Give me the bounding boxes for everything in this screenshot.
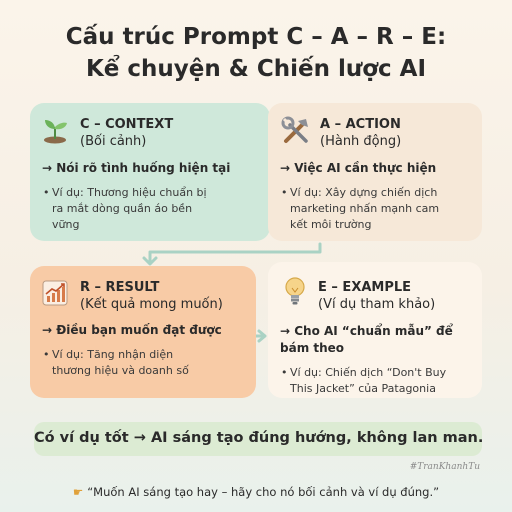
bullet-dot: • [281, 186, 288, 199]
action-example-line: marketing nhấn mạnh cam [290, 202, 440, 215]
action-point: → Việc AI cần thực hiện [280, 161, 437, 175]
context-example-line: Ví dụ: Thương hiệu chuẩn bị [52, 186, 207, 199]
page-title-line-1: Cấu trúc Prompt C – A – R – E: [65, 24, 447, 50]
action-example-line: Ví dụ: Xây dựng chiến dịch [290, 186, 438, 199]
result-title: R – RESULT [80, 280, 160, 295]
result-example-line: Ví dụ: Tăng nhận diện [52, 348, 174, 361]
bullet-dot: • [281, 366, 288, 379]
example-point-line: bám theo [280, 341, 345, 355]
result-example [43, 347, 189, 379]
result-point: → Điều bạn muốn đạt được [42, 323, 222, 337]
example-example [281, 365, 447, 397]
result-subtitle: (Kết quả mong muốn) [80, 297, 223, 312]
closing-quote [0, 485, 512, 499]
sprout-icon [40, 115, 70, 145]
context-card [30, 103, 270, 241]
tools-icon [280, 115, 312, 145]
action-title: A – ACTION [320, 117, 401, 132]
result-example-line: thương hiệu và doanh số [52, 364, 189, 377]
lightbulb-icon [282, 276, 308, 308]
action-example-line: kết môi trường [290, 218, 372, 231]
example-point [280, 323, 453, 357]
context-title: C – CONTEXT [80, 117, 174, 132]
key-message-text: Có ví dụ tốt → AI sáng tạo đúng hướng, không lan man. [34, 430, 484, 446]
context-point: → Nói rõ tình huống hiện tại [42, 161, 231, 175]
action-card [268, 103, 482, 241]
example-card [268, 262, 482, 398]
pointing-hand-icon: ☛ [72, 485, 84, 499]
key-message-banner [34, 422, 482, 456]
action-subtitle: (Hành động) [320, 134, 402, 149]
growth-chart-icon [40, 278, 70, 308]
result-card [30, 266, 256, 398]
page-title-line-2: Kể chuyện & Chiến lược AI [85, 56, 427, 82]
example-example-line: Ví dụ: Chiến dịch “Don't Buy [290, 366, 447, 379]
bullet-dot: • [43, 348, 50, 361]
context-example-line: vững [52, 218, 80, 231]
action-example [281, 185, 440, 233]
arrow-action-to-result [144, 244, 320, 264]
context-example-line: ra mắt dòng quần áo bền [52, 202, 193, 215]
example-point-line: → Cho AI “chuẩn mẫu” để [280, 324, 453, 338]
context-subtitle: (Bối cảnh) [80, 134, 147, 149]
example-subtitle: (Ví dụ tham khảo) [318, 297, 436, 312]
bullet-dot: • [43, 186, 50, 199]
example-title: E – EXAMPLE [318, 280, 412, 295]
example-example-line: This Jacket” của Patagonia [290, 382, 436, 395]
closing-quote-text: “Muốn AI sáng tạo hay – hãy cho nó bối cảnh và ví dụ đúng.” [87, 485, 440, 499]
context-example [43, 185, 207, 233]
author-hashtag: #TranKhanhTu [409, 462, 480, 472]
